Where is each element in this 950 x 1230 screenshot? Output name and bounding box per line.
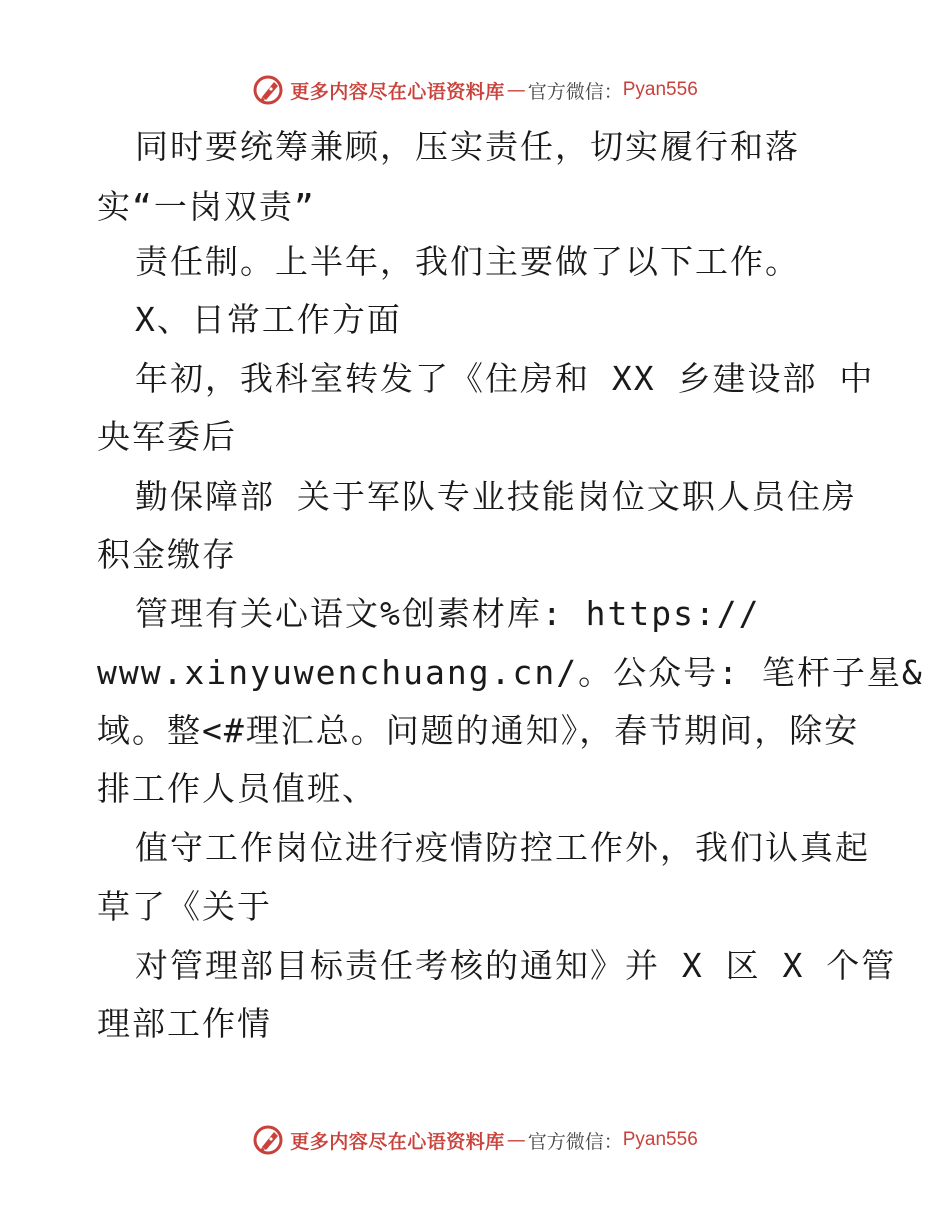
body-line: 责任制。上半年，我们主要做了以下工作。 [135,242,800,281]
pen-nib-logo-icon [252,1123,286,1157]
body-line: 管理有关心语文%创素材库: https:// [135,594,761,633]
header-separator: — [506,79,526,101]
header-wechat-label: 官方微信： [527,80,623,103]
footer-banner [0,1120,950,1160]
body-line: X、日常工作方面 [135,300,402,339]
body-line: 勤保障部 关于军队专业技能岗位文职人员住房 [135,477,857,516]
body-line: www.xinyuwenchuang.cn/。公众号: 笔杆子星& [97,653,924,692]
body-line: 理部工作情 [97,1004,272,1043]
header-brand-text: 更多内容尽在心语资料库 [290,80,505,103]
footer-separator: — [506,1129,526,1151]
body-line: 同时要统筹兼顾，压实责任，切实履行和落 [135,127,800,166]
body-line: 排工作人员值班、 [97,769,377,808]
body-line: 域。整<#理汇总。问题的通知》，春节期间，除安 [97,711,860,750]
body-line: 实“一岗双责” [97,187,316,226]
footer-wechat-id: Pyan556 [622,1129,698,1150]
header-wechat-id: Pyan556 [622,79,698,100]
body-line: 草了《关于 [97,887,272,926]
body-line: 积金缴存 [97,535,237,574]
body-line: 对管理部目标责任考核的通知》并 X 区 X 个管 [135,946,897,985]
footer-wechat-label: 官方微信： [527,1130,623,1153]
body-line: 央军委后 [97,417,237,456]
body-line: 值守工作岗位进行疫情防控工作外，我们认真起 [135,828,870,867]
body-line: 年初，我科室转发了《住房和 XX 乡建设部 中 [135,359,875,398]
footer-brand-text: 更多内容尽在心语资料库 [290,1130,505,1153]
